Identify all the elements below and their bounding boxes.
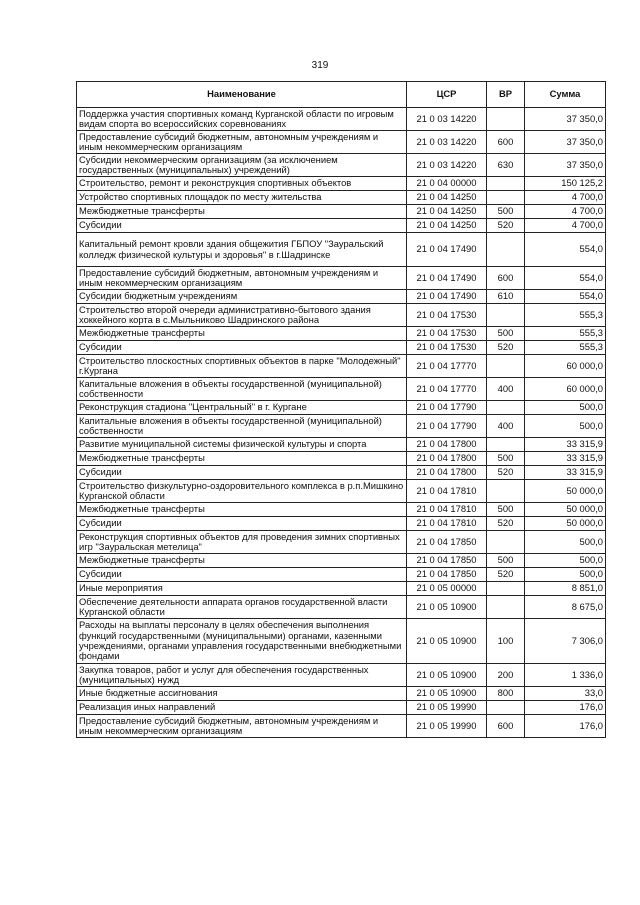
table-row: [77, 108, 606, 131]
cell-csr: 21 0 04 17810: [407, 480, 487, 503]
cell-vr: [487, 177, 525, 191]
cell-sum: 500,0: [525, 568, 606, 582]
table-row: [77, 267, 606, 290]
table-row: [77, 517, 606, 531]
cell-csr: 21 0 04 17770: [407, 355, 487, 378]
cell-csr: 21 0 04 17800: [407, 438, 487, 452]
cell-sum: 554,0: [525, 267, 606, 290]
cell-name: Субсидии: [77, 341, 407, 355]
cell-csr: 21 0 04 17850: [407, 531, 487, 554]
cell-sum: 33 315,9: [525, 466, 606, 480]
cell-csr: 21 0 04 14250: [407, 219, 487, 233]
cell-sum: 37 350,0: [525, 108, 606, 131]
cell-sum: 4 700,0: [525, 219, 606, 233]
cell-csr: 21 0 04 17850: [407, 554, 487, 568]
table-row: [77, 378, 606, 401]
cell-sum: 7 306,0: [525, 619, 606, 664]
cell-vr: 630: [487, 154, 525, 177]
cell-name: Предоставление субсидий бюджетным, автономным учреждениям и иным некоммерческим организациям: [77, 267, 407, 290]
cell-sum: 60 000,0: [525, 355, 606, 378]
cell-vr: 500: [487, 503, 525, 517]
table-row: [77, 327, 606, 341]
cell-sum: 4 700,0: [525, 205, 606, 219]
cell-csr: 21 0 05 19990: [407, 715, 487, 738]
cell-name: Устройство спортивных площадок по месту жительства: [77, 191, 407, 205]
table-header-row: [77, 82, 606, 108]
cell-vr: [487, 108, 525, 131]
cell-csr: 21 0 04 17490: [407, 267, 487, 290]
cell-csr: 21 0 03 14220: [407, 154, 487, 177]
cell-vr: [487, 701, 525, 715]
cell-vr: [487, 233, 525, 267]
cell-csr: 21 0 05 10900: [407, 596, 487, 619]
cell-vr: [487, 596, 525, 619]
table-row: [77, 205, 606, 219]
cell-vr: 520: [487, 517, 525, 531]
cell-sum: 33,0: [525, 687, 606, 701]
cell-name: Иные мероприятия: [77, 582, 407, 596]
cell-sum: 500,0: [525, 401, 606, 415]
page-number: 319: [311, 60, 329, 71]
table-row: [77, 619, 606, 664]
cell-vr: 520: [487, 466, 525, 480]
cell-name: Субсидии: [77, 517, 407, 531]
cell-vr: 520: [487, 219, 525, 233]
cell-name: Реализация иных направлений: [77, 701, 407, 715]
cell-csr: 21 0 04 17800: [407, 466, 487, 480]
table-row: [77, 219, 606, 233]
cell-sum: 554,0: [525, 290, 606, 304]
cell-vr: 500: [487, 554, 525, 568]
cell-sum: 4 700,0: [525, 191, 606, 205]
table-row: [77, 131, 606, 154]
cell-vr: [487, 304, 525, 327]
cell-csr: 21 0 04 17490: [407, 290, 487, 304]
cell-name: Субсидии: [77, 219, 407, 233]
cell-vr: 800: [487, 687, 525, 701]
cell-name: Капитальные вложения в объекты государственной (муниципальной) собственности: [77, 378, 407, 401]
cell-sum: 150 125,2: [525, 177, 606, 191]
cell-csr: 21 0 04 17790: [407, 401, 487, 415]
cell-csr: 21 0 04 17490: [407, 233, 487, 267]
cell-sum: 554,0: [525, 233, 606, 267]
budget-table: [76, 81, 606, 738]
cell-vr: 400: [487, 378, 525, 401]
cell-csr: 21 0 03 14220: [407, 131, 487, 154]
cell-vr: [487, 438, 525, 452]
header-sum: Сумма: [525, 82, 606, 108]
cell-sum: 33 315,9: [525, 452, 606, 466]
cell-vr: [487, 401, 525, 415]
table-row: [77, 466, 606, 480]
cell-sum: 1 336,0: [525, 664, 606, 687]
cell-sum: 176,0: [525, 701, 606, 715]
table-row: [77, 452, 606, 466]
header-csr: ЦСР: [407, 82, 487, 108]
cell-vr: 600: [487, 715, 525, 738]
table-row: [77, 687, 606, 701]
table-row: [77, 233, 606, 267]
header-vr: ВР: [487, 82, 525, 108]
cell-csr: 21 0 04 17810: [407, 503, 487, 517]
cell-name: Закупка товаров, работ и услуг для обеспечения государственных (муниципальных) нужд: [77, 664, 407, 687]
cell-sum: 500,0: [525, 415, 606, 438]
cell-sum: 8 675,0: [525, 596, 606, 619]
cell-vr: [487, 531, 525, 554]
cell-vr: 500: [487, 205, 525, 219]
table-row: [77, 554, 606, 568]
table-row: [77, 480, 606, 503]
cell-name: Реконструкция спортивных объектов для проведения зимних спортивных игр "Зауральская метелица": [77, 531, 407, 554]
cell-vr: [487, 191, 525, 205]
cell-vr: 500: [487, 327, 525, 341]
table-row: [77, 290, 606, 304]
table-row: [77, 154, 606, 177]
table-row: [77, 701, 606, 715]
cell-sum: 37 350,0: [525, 154, 606, 177]
cell-csr: 21 0 05 19990: [407, 701, 487, 715]
cell-name: Поддержка участия спортивных команд Курганской области по игровым видам спорта во всероссийских соревнованиях: [77, 108, 407, 131]
cell-vr: 520: [487, 568, 525, 582]
cell-vr: 610: [487, 290, 525, 304]
cell-csr: 21 0 05 00000: [407, 582, 487, 596]
cell-sum: 555,3: [525, 327, 606, 341]
cell-name: Межбюджетные трансферты: [77, 205, 407, 219]
cell-csr: 21 0 05 10900: [407, 664, 487, 687]
cell-sum: 555,3: [525, 341, 606, 355]
cell-vr: [487, 582, 525, 596]
cell-name: Развитие муниципальной системы физической культуры и спорта: [77, 438, 407, 452]
cell-csr: 21 0 04 14250: [407, 191, 487, 205]
table-row: [77, 304, 606, 327]
table-row: [77, 355, 606, 378]
cell-sum: 176,0: [525, 715, 606, 738]
cell-name: Строительство второй очереди административно-бытового здания хоккейного корта в с.Мыльниково Шадринского района: [77, 304, 407, 327]
cell-vr: [487, 480, 525, 503]
table-row: [77, 503, 606, 517]
cell-name: Предоставление субсидий бюджетным, автономным учреждениям и иным некоммерческим организациям: [77, 131, 407, 154]
cell-csr: 21 0 04 17850: [407, 568, 487, 582]
cell-sum: 555,3: [525, 304, 606, 327]
cell-csr: 21 0 04 17530: [407, 327, 487, 341]
cell-name: Субсидии: [77, 568, 407, 582]
cell-name: Предоставление субсидий бюджетным, автономным учреждениям и иным некоммерческим организациям: [77, 715, 407, 738]
cell-name: Межбюджетные трансферты: [77, 503, 407, 517]
cell-name: Реконструкция стадиона "Центральный" в г. Кургане: [77, 401, 407, 415]
cell-sum: 33 315,9: [525, 438, 606, 452]
cell-name: Строительство физкультурно-оздоровительного комплекса в р.п.Мишкино Курганской области: [77, 480, 407, 503]
cell-csr: 21 0 04 17770: [407, 378, 487, 401]
cell-csr: 21 0 03 14220: [407, 108, 487, 131]
cell-vr: 400: [487, 415, 525, 438]
header-name: Наименование: [77, 82, 407, 108]
cell-name: Иные бюджетные ассигнования: [77, 687, 407, 701]
cell-csr: 21 0 04 00000: [407, 177, 487, 191]
table-row: [77, 582, 606, 596]
cell-csr: 21 0 04 17790: [407, 415, 487, 438]
cell-csr: 21 0 04 17800: [407, 452, 487, 466]
table-row: [77, 531, 606, 554]
cell-name: Межбюджетные трансферты: [77, 452, 407, 466]
cell-name: Расходы на выплаты персоналу в целях обеспечения выполнения функций государственными (муниципальными) органами, казенными учреждениями, органами управления государственными внебюджетными фондами: [77, 619, 407, 664]
cell-vr: 600: [487, 267, 525, 290]
table-row: [77, 177, 606, 191]
cell-name: Субсидии бюджетным учреждениям: [77, 290, 407, 304]
table-body: [77, 108, 606, 738]
cell-name: Строительство, ремонт и реконструкция спортивных объектов: [77, 177, 407, 191]
cell-csr: 21 0 04 17530: [407, 341, 487, 355]
cell-name: Межбюджетные трансферты: [77, 327, 407, 341]
cell-vr: 600: [487, 131, 525, 154]
table-row: [77, 664, 606, 687]
cell-name: Капитальные вложения в объекты государственной (муниципальной) собственности: [77, 415, 407, 438]
cell-sum: 50 000,0: [525, 503, 606, 517]
table-row: [77, 341, 606, 355]
table-row: [77, 191, 606, 205]
cell-name: Строительство плоскостных спортивных объектов в парке "Молодежный" г.Кургана: [77, 355, 407, 378]
cell-vr: [487, 355, 525, 378]
cell-sum: 8 851,0: [525, 582, 606, 596]
table-row: [77, 715, 606, 738]
cell-vr: 100: [487, 619, 525, 664]
cell-sum: 37 350,0: [525, 131, 606, 154]
table-row: [77, 438, 606, 452]
cell-name: Межбюджетные трансферты: [77, 554, 407, 568]
cell-csr: 21 0 04 14250: [407, 205, 487, 219]
cell-vr: 520: [487, 341, 525, 355]
cell-sum: 50 000,0: [525, 480, 606, 503]
table-row: [77, 568, 606, 582]
cell-csr: 21 0 04 17530: [407, 304, 487, 327]
table-row: [77, 596, 606, 619]
cell-csr: 21 0 04 17810: [407, 517, 487, 531]
cell-vr: 200: [487, 664, 525, 687]
cell-sum: 500,0: [525, 531, 606, 554]
cell-vr: 500: [487, 452, 525, 466]
cell-name: Субсидии: [77, 466, 407, 480]
table-row: [77, 415, 606, 438]
cell-csr: 21 0 05 10900: [407, 619, 487, 664]
cell-csr: 21 0 05 10900: [407, 687, 487, 701]
cell-name: Субсидии некоммерческим организациям (за исключением государственных (муниципальных) учреждений): [77, 154, 407, 177]
cell-name: Капитальный ремонт кровли здания общежития ГБПОУ "Зауральский колледж физической культуры и здоровья" в г.Шадринске: [77, 233, 407, 267]
table-row: [77, 401, 606, 415]
cell-sum: 60 000,0: [525, 378, 606, 401]
cell-name: Обеспечение деятельности аппарата органов государственной власти Курганской области: [77, 596, 407, 619]
cell-sum: 500,0: [525, 554, 606, 568]
cell-sum: 50 000,0: [525, 517, 606, 531]
